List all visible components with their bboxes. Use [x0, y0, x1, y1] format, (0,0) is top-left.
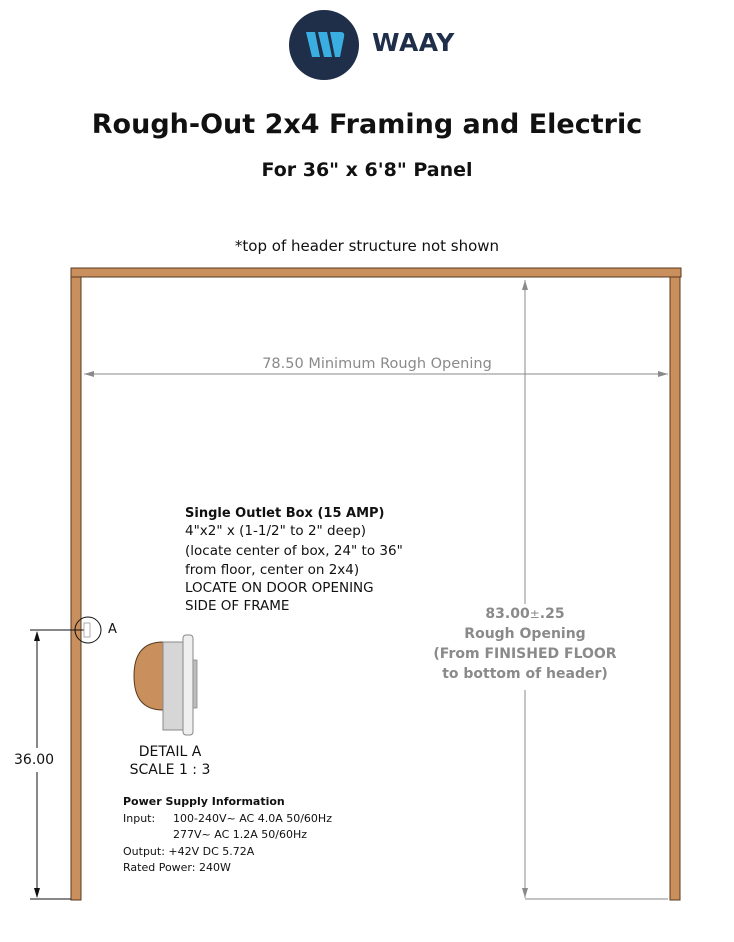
tolerance-sign: ± [529, 607, 540, 621]
page-title: Rough-Out 2x4 Framing and Electric [91, 109, 643, 140]
detail-a-view [134, 635, 197, 735]
left-stud [71, 277, 81, 900]
power-input-line: 277V~ AC 1.2A 50/60Hz [173, 828, 308, 841]
brand-name: WAAY [372, 28, 455, 57]
page-subtitle: For 36" x 6'8" Panel [261, 159, 473, 181]
detail-scale: SCALE 1 : 3 [129, 762, 211, 778]
height-dimension-line [522, 280, 668, 899]
power-input-line: 100-240V~ AC 4.0A 50/60Hz [173, 812, 332, 825]
detail-callout-label: A [108, 622, 117, 637]
power-input-label: Input: [123, 812, 156, 825]
power-output: Output: +42V DC 5.72A [123, 845, 255, 858]
outlet-note-line: SIDE OF FRAME [185, 598, 290, 614]
header-note: *top of header structure not shown [234, 237, 500, 255]
height-label-line: Rough Opening [464, 626, 586, 642]
height-label-line: (From FINISHED FLOOR [433, 646, 617, 662]
height-value: 83.00 [485, 606, 530, 622]
header-beam [71, 268, 681, 277]
outlet-note-line: from floor, center on 2x4) [185, 562, 360, 578]
outlet-title: Single Outlet Box (15 AMP) [185, 506, 385, 521]
power-supply-title: Power Supply Information [123, 795, 285, 808]
outlet-note-line: 4"x2" x (1-1/2" to 2" deep) [185, 523, 367, 539]
outlet-note-line: LOCATE ON DOOR OPENING [185, 580, 374, 596]
outlet-height-label: 36.00 [14, 752, 55, 768]
detail-name: DETAIL A [138, 744, 202, 760]
outlet-note-line: (locate center of box, 24" to 36" [185, 543, 403, 559]
height-label-line: to bottom of header) [442, 666, 608, 682]
power-rated: Rated Power: 240W [123, 861, 231, 874]
width-dimension-label: 78.50 Minimum Rough Opening [262, 356, 492, 372]
height-dimension-value [430, 606, 620, 622]
right-stud [670, 277, 680, 900]
height-tolerance: .25 [539, 606, 565, 622]
